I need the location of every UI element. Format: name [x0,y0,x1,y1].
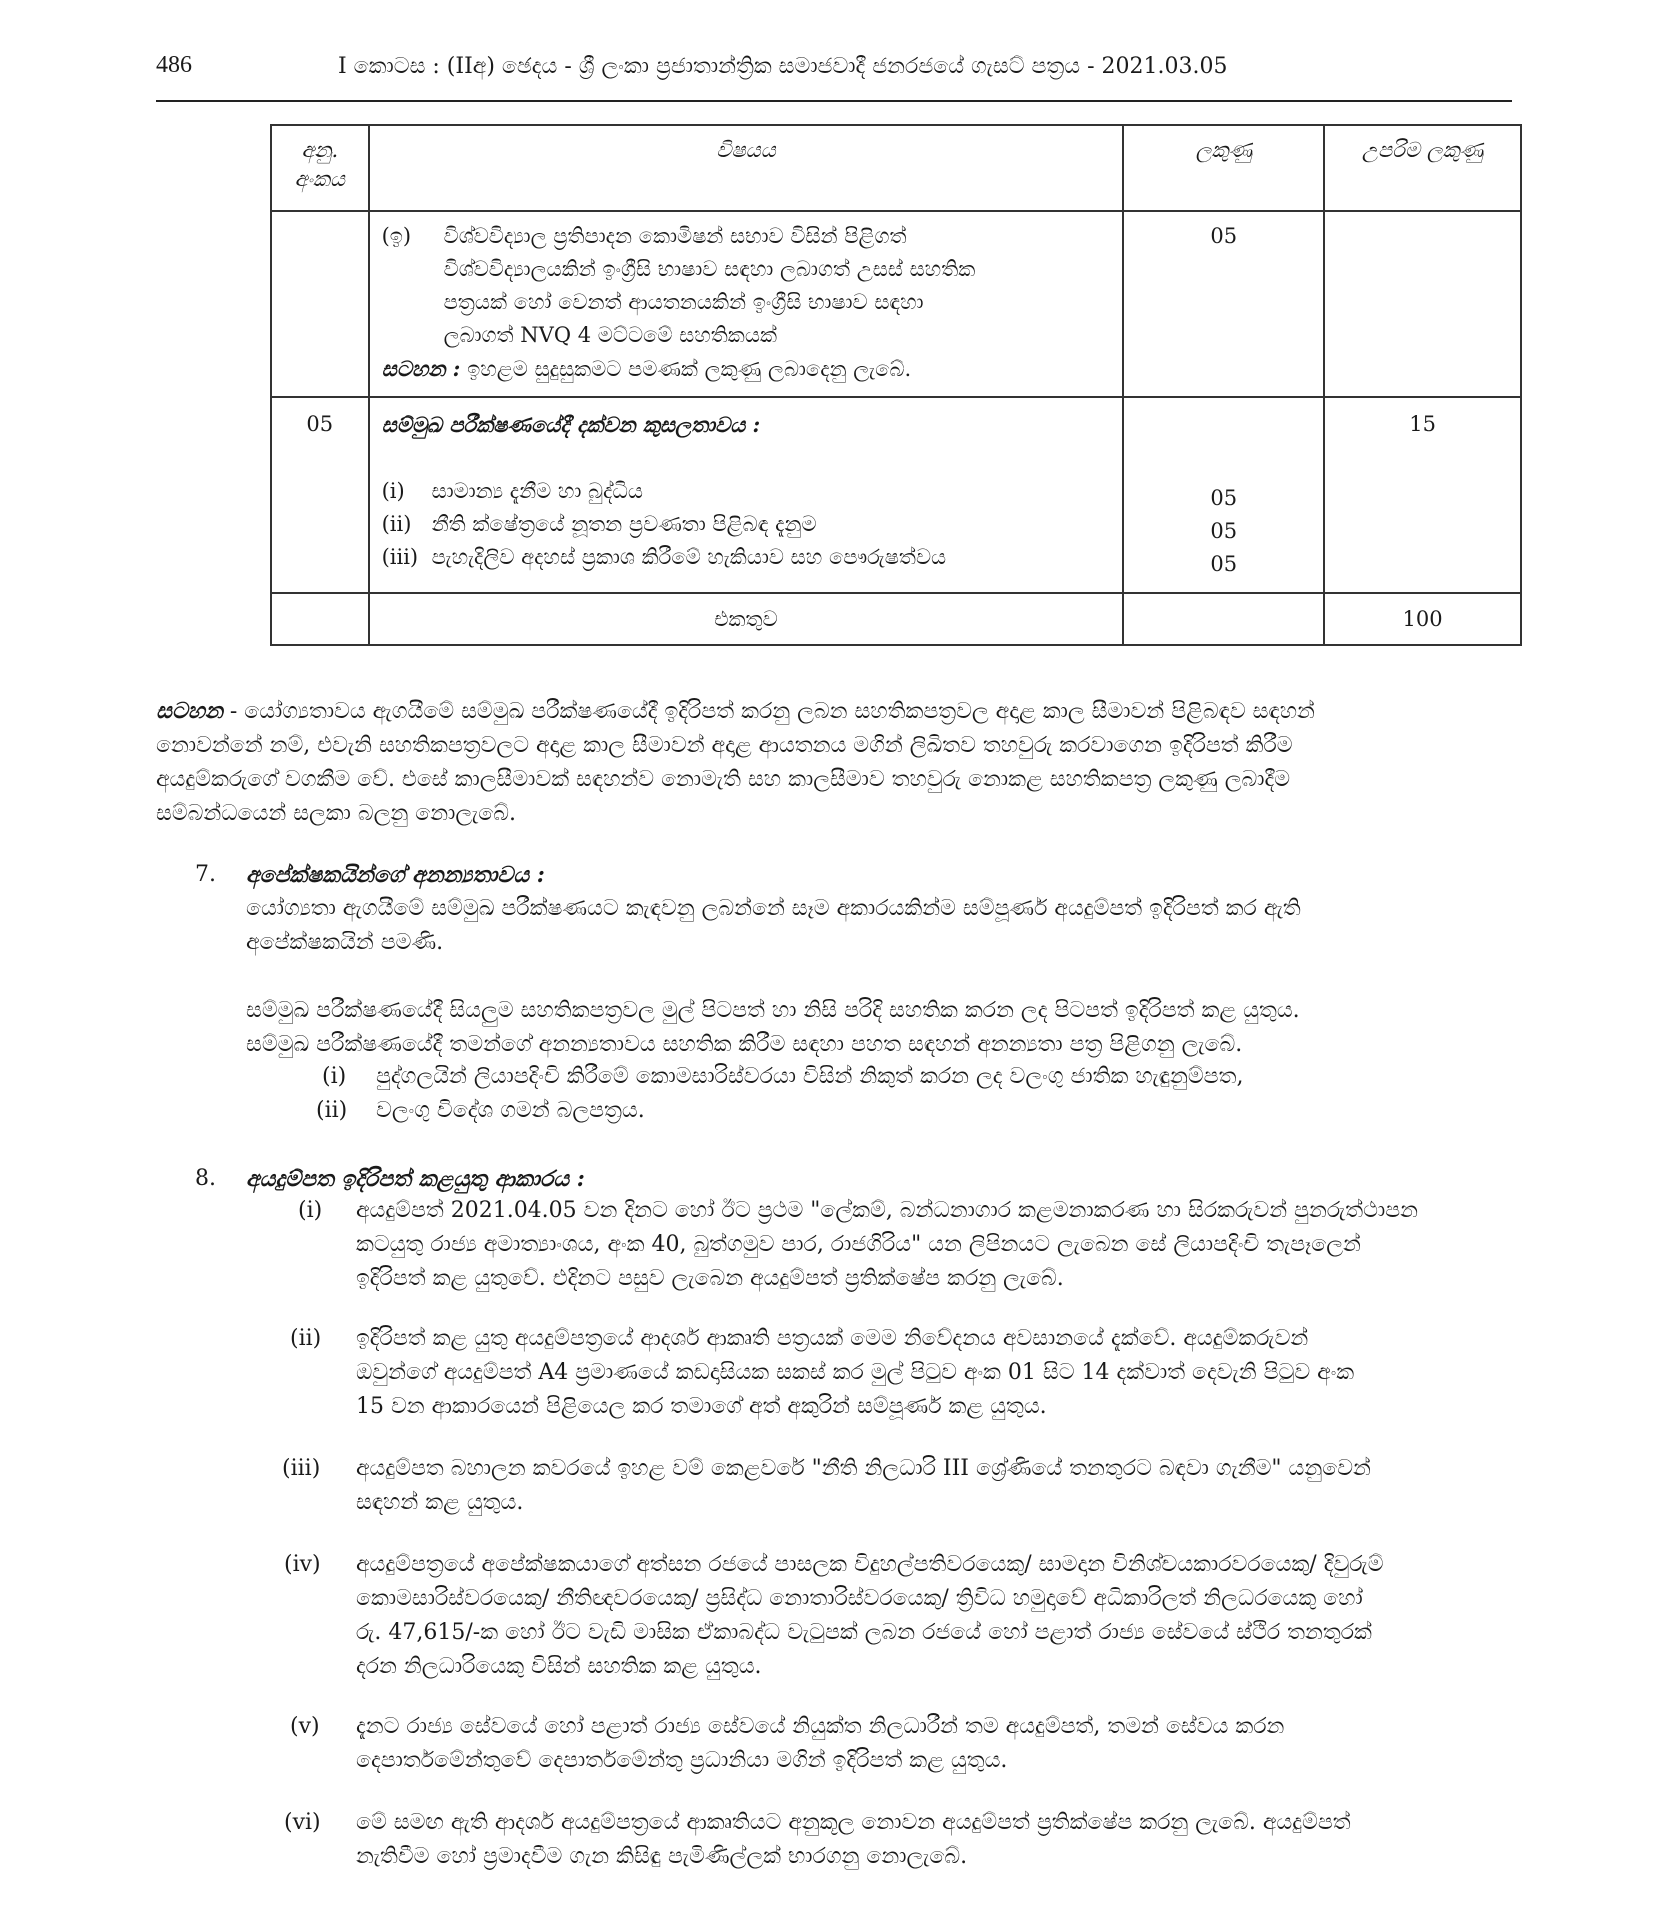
row1-serial-cell [271,211,369,397]
total-value: 100 [1324,593,1521,645]
gazette-header-title: I කොටස : (IIඅ) ඡෙදය - ශ්‍රී ලංකා ප්‍රජාතාන්ත්‍රික සමාජවාදී ජනරජයේ ගැසට් පත්‍රය - 2021.03.05 [338,54,1228,79]
marks-table [270,124,1522,646]
s8-item-v: දැනට රාජ්‍ය සේවයේ හෝ පළාත් රාජ්‍ය සේවයේ නියුක්ත නිලධාරීන් තම අයදුම්පත්, තමන් සේවය කරන දෙපාර්තමේන්තුවේ දෙපාර්තමේන්තු ප්‍රධානියා මගින් ඉදිරිපත් කළ යුතුය. [356,1714,1285,1773]
row1-max-cell [1324,211,1521,397]
note-paragraph: සටහන - යෝග්‍යතාවය ඇගයීමේ සම්මුඛ පරීක්ෂණයේදී ඉදිරිපත් කරනු ලබන සහතිකපත්‍රවල අදාළ කාල සීමාවන් පිළිබඳව සඳහන් නොවන්නේ නම්, එවැනි සහතිකපත්‍රවලට අදාළ කාල සීමාවන් අදාළ ආයතනය මගින් ලිඛිතව තහවුරු කරවාගෙන ඉදිරිපත් කිරීම අයදුම්කරුගේ වගකීම වේ. එසේ කාලසීමාවක් සඳහන්ව නොමැති සහ කාලසීමාව තහවුරු නොකළ සහතිකපත්‍ර ලකුණු ලබාදීම සම්බන්ධයෙන් සලකා බලනු නොලැබේ. [156,698,1315,826]
s8-item-ii: ඉදිරිපත් කළ යුතු අයදුම්පත්‍රයේ ආදර්ශ ආකෘති පත්‍රයක් මෙම නිවේදනය අවසානයේ දැක්වේ. අයදුම්කරුවන් ඔවුන්ගේ අයදුම්පත් A4 ප්‍රමාණයේ කඩදාසියක සකස් කර මුල් පිටුව අංක 01 සිට 14 දක්වාත් දෙවැනි පිටුව අංක 15 වන ආකාරයෙන් පිළියෙල කර තමාගේ අත් අකුරින් සම්පූර්ණ කළ යුතුය. [356,1326,1355,1419]
table-header-row [271,125,1521,211]
list-item: පුද්ගලයින් ලියාපදිංචි කිරීමේ කොමසාරිස්වරයා විසින් නිකුත් කරන ලද වලංගු ජාතික හැඳුනුම්පත, [376,1064,1244,1089]
row2-mark-2: 05 [1210,519,1238,543]
section-7-heading: අපේක්ෂකයින්ගේ අනන්‍යතාවය : [246,862,545,888]
table-total-row [271,593,1521,645]
row2-title: සම්මුඛ පරීක්ෂණයේදී දක්වන කුසලතාවය : [381,412,761,437]
row1-line-2: විශ්වවිද්‍යාලයකින් ඉංග්‍රීසි භාෂාව සඳහා ලබාගත් උසස් සහතික [443,257,976,281]
row2-marks-cell [1123,397,1324,593]
row2-max-cell: 15 [1324,397,1521,593]
row2-item-1: (i) සාමාන්‍ය දැනීම හා බුද්ධිය [381,479,644,503]
section-8-number: 8. [195,1166,216,1191]
page-number: 486 [156,52,192,78]
section-7: අපේක්ෂකයින්ගේ අනන්‍යතාවය : යෝග්‍යතා ඇගයීමේ සම්මුඛ පරීක්ෂණයට කැඳවනු ලබන්නේ සෑම අකාරයකින්ම සම්පූර්ණ අයදුම්පත් ඉදිරිපත් කර ඇති අපේක්ෂකයින් පමණි. සම්මුඛ පරීක්ෂණයේදී සියලුම සහතිකපත්‍රවල මුල් පිටපත් හා නිසි පරිදි සහතික කරන ලද පිටපත් ඉදිරිපත් කළ යුතුය. සම්මුඛ පරීක්ෂණයේදී තමන්ගේ අනන්‍යතාවය සහතික කිරීම සඳහා පහත සඳහන් අනන්‍යතා පත්‍ර පිළිගනු ලැබේ. [246,858,1301,1062]
row1-subject-cell [369,211,1124,397]
s8-item-iv-label: (iv) [284,1552,321,1577]
s8-item-i-label: (i) [298,1198,323,1223]
row2-item-2: (ii) නීති ක්ෂේත්‍රයේ නූතන ප්‍රවණතා පිළිබඳ දැනුම [381,512,817,536]
s8-item-iii-label: (iii) [282,1456,321,1481]
s8-item-vi-label: (vi) [284,1810,321,1835]
table-row [271,397,1521,593]
header-marks: ලකුණු [1123,125,1324,211]
section-8-heading: අයදුම්පත ඉදිරිපත් කළයුතු ආකාරය : [246,1166,585,1192]
s8-item-ii-label: (ii) [290,1326,322,1351]
row1-note: සටහන : ඉහළම සුදුසුකමට පමණක් ලකුණු ලබාදෙනු ලැබේ. [381,356,912,381]
row2-mark-3: 05 [1210,552,1238,576]
row1-line-1: (ඉ) විශ්වවිද්‍යාල ප්‍රතිපාදන කොමිෂන් සභාව විසින් පිළිගත් [381,224,907,248]
table-row [271,211,1521,397]
s8-item-iii: අයදුම්පත බහාලන කවරයේ ඉහළ වම් කෙළවරේ "නීති නිලධාරි III ශ්‍රේණියේ තනතුරට බඳවා ගැනීම" යනුවෙන් සඳහන් කළ යුතුය. [356,1456,1371,1515]
row1-line-3: පත්‍රයක් හෝ වෙනත් ආයතනයකින් ඉංග්‍රීසි භාෂාව සඳහා [443,290,924,314]
s8-item-v-label: (v) [290,1714,320,1739]
s8-item-i: අයදුම්පත් 2021.04.05 වන දිනට හෝ ඊට ප්‍රථම "ලේකම්, බන්ධනාගාර කළමනාකරණ හා සිරකරුවන් පුනරුත්ථාපන කටයුතු රාජ්‍ය අමාත්‍යාංශය, අංක 40, බුත්ගමුව පාර, රාජගිරිය" යන ලිපිනයට ලැබෙන සේ ලියාපදිංචි තැපෑලෙන් ඉදිරිපත් කළ යුතුවේ. එදිනට පසුව ලැබෙන අයදුම්පත් ප්‍රතික්ෂේප කරනු ලැබේ. [356,1198,1418,1291]
row1-marks-cell: 05 [1123,211,1324,397]
header-serial-no: අනු. අංකය [271,125,369,211]
note-label: සටහන [156,698,223,724]
list-item: වලංගු විදේශ ගමන් බලපත්‍රය. [376,1098,645,1123]
section-7-number: 7. [195,862,216,887]
section-7-item-labels: (i) (ii) [316,1064,348,1123]
total-label: එකතුව [369,593,1124,645]
header-subject: විෂයය [369,125,1124,211]
section-7-items [376,1060,1243,1128]
row2-subject-cell [369,397,1124,593]
row1-line-4: ලබාගත් NVQ 4 මට්ටමේ සහතිකයක් [443,323,778,347]
header-max-marks: උපරිම ලකුණු [1324,125,1521,211]
row2-item-3: (iii) පැහැදිලිව අදහස් ප්‍රකාශ කිරීමේ හැකියාව සහ පෞරුෂත්වය [381,545,947,569]
row2-serial-cell: 05 [271,397,369,593]
s8-item-vi: මේ සමඟ ඇති ආදර්ශ අයදුම්පත්‍රයේ ආකෘතියට අනුකූල නොවන අයදුම්පත් ප්‍රතික්ෂේප කරනු ලැබේ. අයදුම්පත් නැතිවීම හෝ ප්‍රමාදවීම ගැන කිසිඳු පැමිණිල්ලක් භාරගනු නොලැබේ. [356,1810,1351,1869]
row2-mark-1: 05 [1210,486,1238,510]
s8-item-iv: අයදුම්පත්‍රයේ අපේක්ෂකයාගේ අත්සන රජයේ පාසලක විදුහල්පතිවරයෙකු/ සාමදාන විනිශ්චයකාරවරයෙකු/ දිවුරුම් කොමසාරිස්වරයෙකු/ නීතිඥවරයෙකු/ ප්‍රසිද්ධ නොතාරිස්වරයෙකු/ ත්‍රිවිධ හමුදාවේ අධිකාරිලත් නිලධරයෙකු හෝ රු. 47,615/-ක හෝ ඊට වැඩි මාසික ඒකාබද්ධ වැටුපක් ලබන රජයේ හෝ පළාත් රාජ්‍ය සේවයේ ස්ථිර තනතුරක් දරන නිලධාරියෙකු විසින් සහතික කළ යුතුය. [356,1552,1384,1679]
header-divider [156,100,1512,102]
